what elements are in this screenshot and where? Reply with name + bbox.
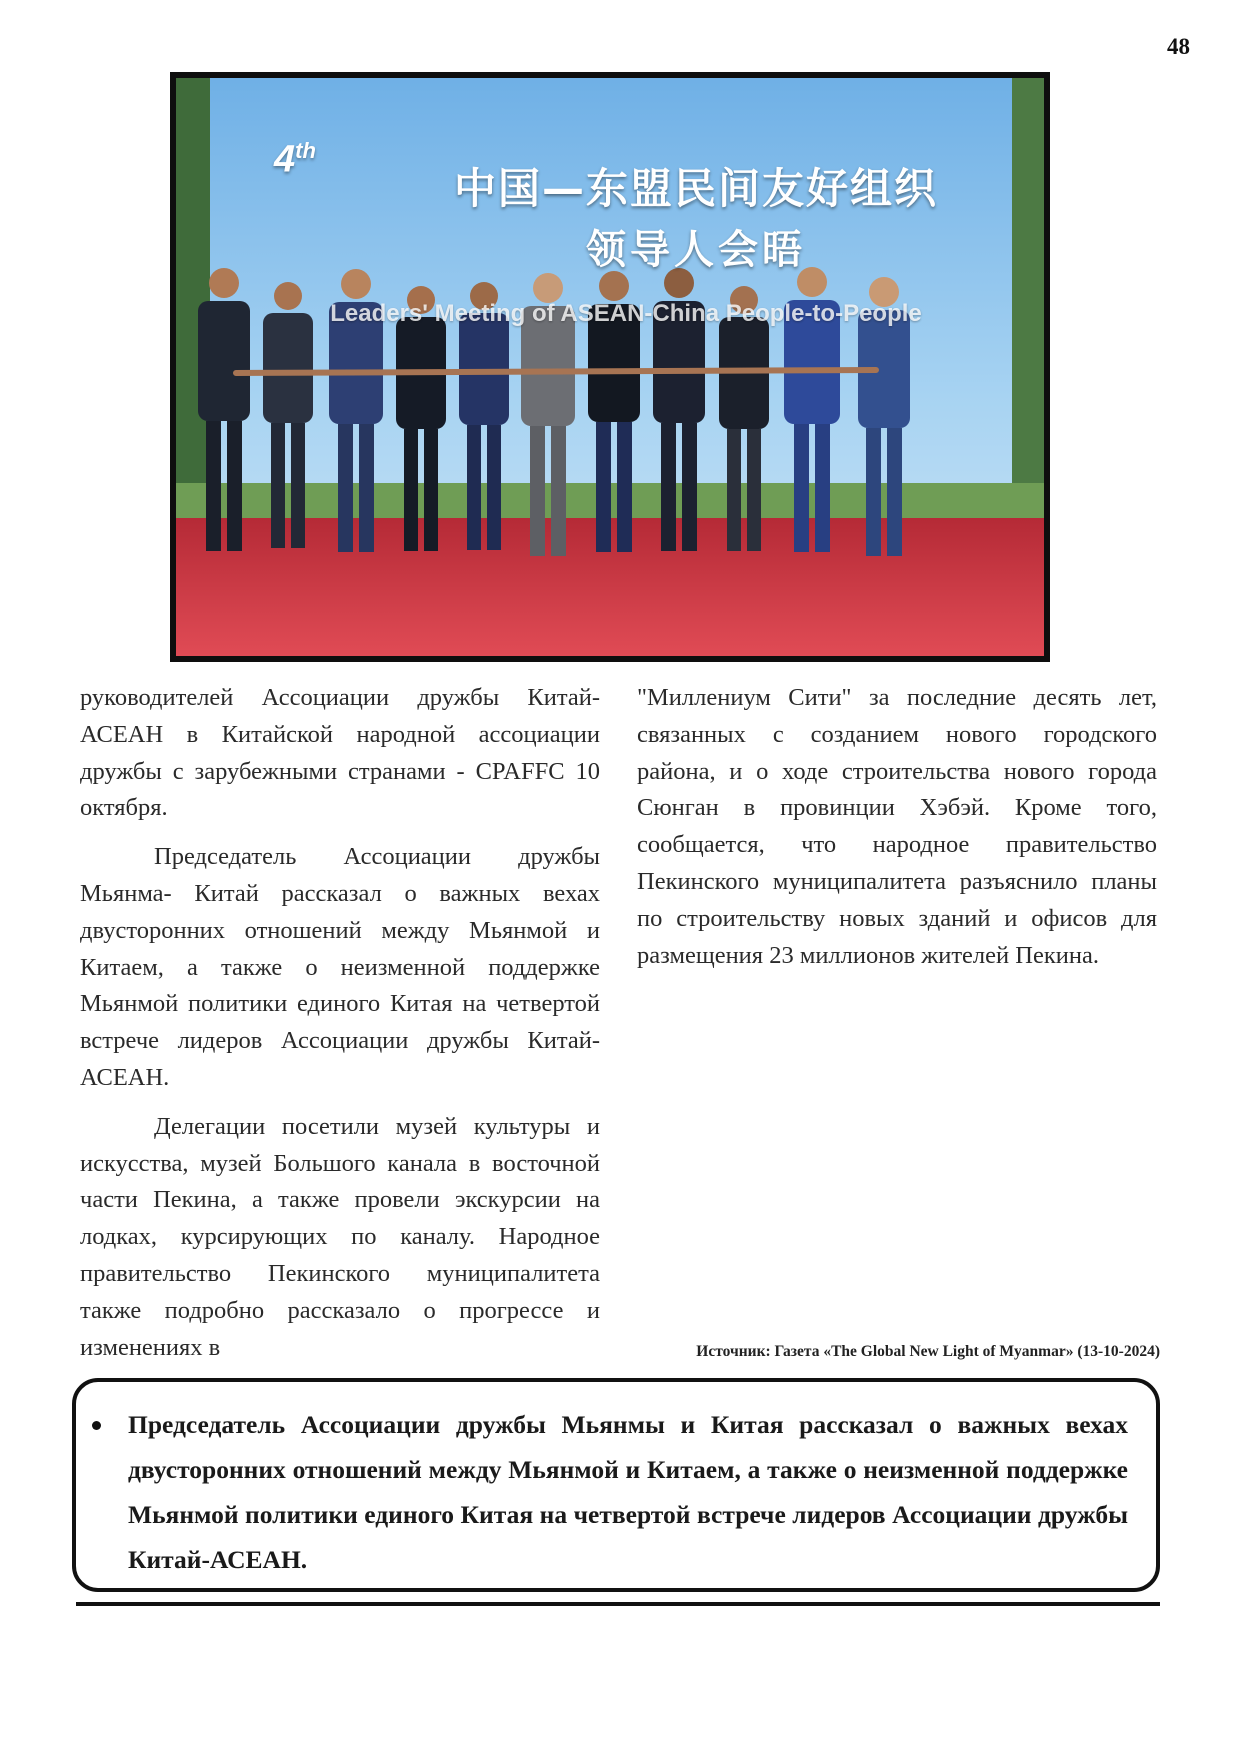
article-right-column bbox=[637, 680, 1157, 986]
paragraph: руководителей Ассоциации дружбы Китай-АСЕАН в Китайской народной ассоциации дружбы с зарубежными странами - CPAFFC 10 октября. bbox=[80, 684, 600, 822]
banner-ordinal: 4th bbox=[274, 138, 316, 181]
banner-title-line2: 领导人会晤 bbox=[586, 227, 806, 273]
highlight-box bbox=[72, 1378, 1160, 1592]
paragraph: Председатель Ассоциации дружбы Мьянма- Китай рассказал о важных вехах двусторонних отношений между Мьянмой и Китаем, а также о неизменной поддержке Мьянмой политики единого Китая на четвертой встрече лидеров Ассоциации дружбы Китай-АСЕАН. bbox=[80, 843, 600, 1091]
article-left-column bbox=[80, 680, 600, 1378]
bullet-icon bbox=[92, 1421, 101, 1430]
group-photo bbox=[170, 72, 1050, 662]
bottom-divider bbox=[76, 1602, 1160, 1606]
page-number: 48 bbox=[1167, 34, 1190, 59]
paragraph: "Миллениум Сити" за последние десять лет, связанных с созданием нового городского района, и о ходе строительства нового города Сюнган в провинции Хэбэй. Кроме того, сообщается, что народное правительство Пекинского муниципалитета разъяснило планы по строительству новых зданий и офисов для размещения 23 миллионов жителей Пекина. bbox=[637, 684, 1157, 969]
paragraph: Делегации посетили музей культуры и искусства, музей Большого канала в восточной части Пекина, а также провели экскурсии на лодках, курсирующих по каналу. Народное правительство Пекинского муниципалитета также подробно рассказало о прогрессе и изменениях в bbox=[80, 1112, 600, 1361]
highlight-bullet-item bbox=[128, 1402, 1128, 1582]
highlight-text: Председатель Ассоциации дружбы Мьянмы и Китая рассказал о важных вехах двусторонних отношений между Мьянмой и Китаем, а также о неизменной поддержке Мьянмой политики единого Китая на четвертой встрече лидеров Ассоциации дружбы Китай-АСЕАН. bbox=[128, 1410, 1128, 1574]
source-citation: Источник: Газета «The Global New Light of Myanmar» (13-10-2024) bbox=[696, 1343, 1160, 1360]
banner-title-line1: 中国—东盟民间友好组织 bbox=[453, 164, 938, 213]
banner-english-text: Leaders' Meeting of ASEAN-China People-to-People bbox=[330, 300, 922, 327]
